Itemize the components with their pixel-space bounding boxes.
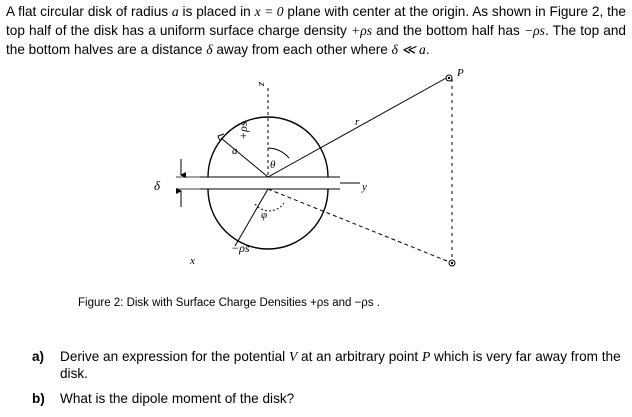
figure-2 <box>140 66 470 278</box>
label-z: z <box>256 82 268 87</box>
question-a-text-1: Derive an expression for the potential <box>60 349 289 364</box>
figure-caption: Figure 2: Disk with Surface Charge Densities +ρs and −ρs . <box>78 297 380 309</box>
label-minus-rho: −ρs <box>231 241 250 255</box>
r-projection <box>268 189 452 263</box>
question-list <box>32 348 622 415</box>
radius-a-line <box>221 138 268 177</box>
label-y: y <box>362 181 367 193</box>
question-a-text-3: which is very far away from the disk. <box>60 349 621 381</box>
question-b-tag: b) <box>32 391 45 406</box>
question-a <box>32 348 622 382</box>
var-rho-pos: +ρs <box>351 23 373 38</box>
intro-text-7: . <box>425 42 430 57</box>
var-delta: δ <box>206 42 213 57</box>
label-theta: θ <box>270 159 276 171</box>
question-a-tag: a) <box>32 349 45 364</box>
question-a-text-2: at an arbitrary point <box>297 349 422 364</box>
intro-text-2: is placed in <box>178 4 255 19</box>
disk-diagram <box>140 66 470 278</box>
problem-statement <box>6 2 626 59</box>
var-P: P <box>421 349 431 364</box>
var-x0: x = 0 <box>254 4 284 19</box>
var-a: a <box>171 4 179 19</box>
label-x: x <box>190 255 195 267</box>
var-rho-neg: −ρs <box>523 23 545 38</box>
label-delta: δ <box>154 178 161 193</box>
label-r: r <box>355 116 360 128</box>
theta-arc <box>268 148 289 158</box>
question-b <box>32 390 622 407</box>
question-b-text: What is the dipole moment of the disk? <box>60 391 295 406</box>
intro-text-3: plane with center at the origin. As shown in Figure 2, the top half of the disk has a uniform surface charge density <box>6 4 626 38</box>
disk-bottom-half <box>208 189 328 249</box>
label-plus-rho: +ρs <box>236 121 250 140</box>
label-phi: φ <box>261 209 268 221</box>
label-p: P <box>457 67 464 79</box>
intro-text-5: . The top and the bottom halves are a distance <box>6 23 626 57</box>
intro-text-4: and the bottom half has <box>372 23 524 38</box>
var-delta-cond: δ ≪ a <box>391 42 426 57</box>
intro-text-6: away from each other where <box>212 42 392 57</box>
var-V: V <box>288 349 298 364</box>
label-a: a <box>232 145 238 157</box>
intro-text-1: A flat circular disk of radius <box>6 4 172 19</box>
